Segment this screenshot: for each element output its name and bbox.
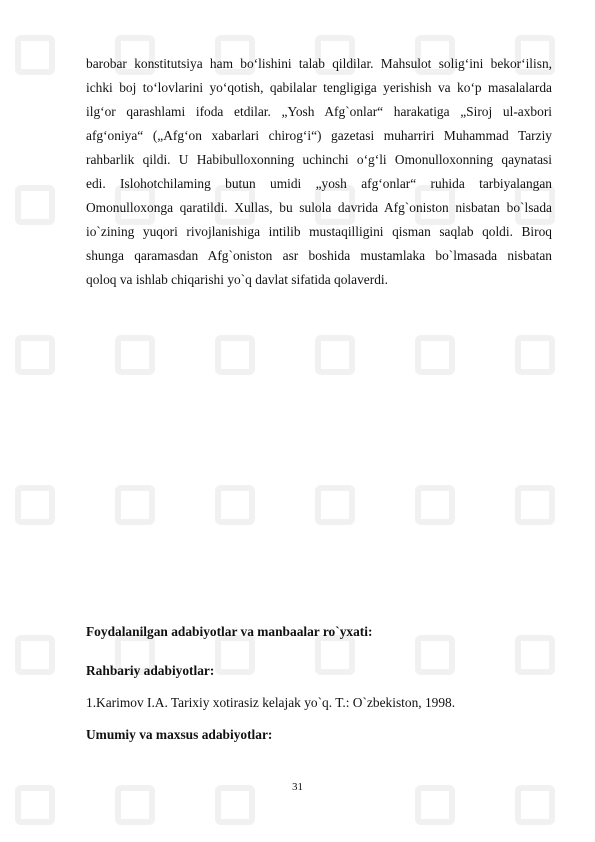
body-line: edi. Islohotchilaming butun umidi „yosh afg‘onlar“ ruhida tarbiyalangan: [86, 176, 552, 191]
watermark-tile: [215, 635, 255, 675]
body-line: qoloq va ishlab chiqarishi yo`q davlat sifatida qolaverdi.: [86, 272, 388, 287]
watermark-tile: [415, 485, 455, 525]
page-number: 31: [292, 781, 303, 793]
watermark-tile: [415, 335, 455, 375]
watermark-tile: [115, 335, 155, 375]
body-line: ichki boj to‘lovlarini yo‘qotish, qabilalar tengligiga yerishish va ko‘p masalalarda: [86, 80, 552, 95]
reference-item: 1.Karimov I.A. Tarixiy xotirasiz kelajak yo`q. T.: O`zbekiston, 1998.: [86, 695, 456, 710]
leader-literature-heading: Rahbariy adabiyotlar:: [86, 663, 215, 678]
watermark-tile: [515, 635, 555, 675]
body-line: io`zining yuqori rivojlanishiga intilib mustaqilligini qisman saqlab qoldi. Biroq: [86, 224, 552, 239]
watermark-tile: [215, 335, 255, 375]
watermark-tile: [515, 335, 555, 375]
watermark-tile: [315, 485, 355, 525]
watermark-tile: [315, 635, 355, 675]
watermark-tile: [115, 485, 155, 525]
watermark-tile: [515, 485, 555, 525]
watermark-tile: [15, 635, 55, 675]
body-line: Omonulloxonga qaratildi. Xullas, bu sulola davrida Afg`oniston nisbatan bo`lsada: [86, 200, 552, 215]
references-heading: Foydalanilgan adabiyotlar va manbaalar ro`yxati:: [86, 624, 373, 639]
body-paragraph: [86, 52, 552, 292]
watermark-tile: [15, 335, 55, 375]
watermark-tile: [15, 35, 55, 75]
body-line: ilg‘or qarashlami ifoda etdilar. „Yosh Afg`onlar“ harakatiga „Siroj ul-axbori: [86, 104, 552, 119]
body-line: rahbarlik qildi. U Habibulloxonning uchinchi o‘g‘li Omonulloxonning qaynatasi: [86, 152, 552, 167]
body-line: barobar konstitutsiya ham bo‘lishini talab qildilar. Mahsulot solig‘ini bekor‘ilisn,: [86, 56, 552, 71]
watermark-tile: [15, 185, 55, 225]
watermark-tile: [15, 485, 55, 525]
watermark-tile: [215, 485, 255, 525]
general-literature-heading: Umumiy va maxsus adabiyotlar:: [86, 727, 273, 742]
body-line: afg‘oniya“ („Afg‘on xabarlari chirog‘i“) gazetasi muharriri Muhammad Tarziy: [86, 128, 552, 143]
watermark-tile: [415, 635, 455, 675]
body-line: shunga qaramasdan Afg`oniston asr boshida mustamlaka bo`lmasada nisbatan: [86, 248, 552, 263]
watermark-tile: [315, 335, 355, 375]
